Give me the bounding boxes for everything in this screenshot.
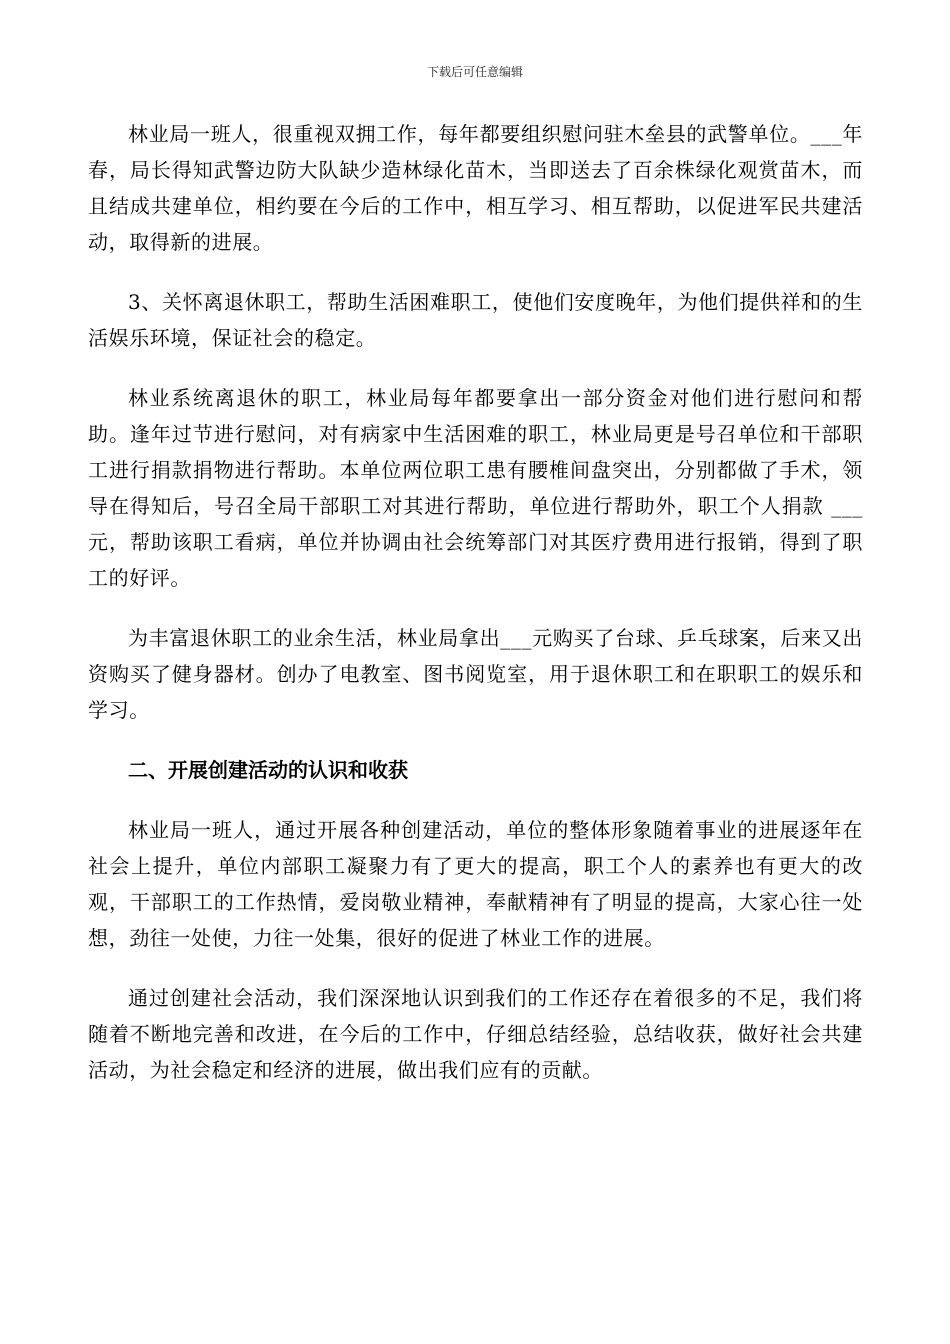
paragraph-achievements: 林业局一班人，通过开展各种创建活动，单位的整体形象随着事业的进展逐年在社会上提升，单位内部职工凝聚力有了更大的提高，职工个人的素养也有更大的改观，干部职工的工作热情，爱岗敬业精神，奉献精神有了明显的提高，大家心往一处想，劲往一处使，力往一处集，很好的促进了林业工作的进展。 [88,818,863,950]
page-header-label: 下载后可任意编辑 [426,65,523,79]
paragraph-conclusion: 通过创建社会活动，我们深深地认识到我们的工作还存在着很多的不足，我们将随着不断地完善和改进，在今后的工作中，仔细总结经验，总结收获，做好社会共建活动，为社会稳定和经济的进展，做出我们应有的贡献。 [88,986,863,1082]
document-body [88,116,863,1112]
paragraph-retiree-recreation: 为丰富退休职工的业余生活，林业局拿出___元购买了台球、乒乓球案，后来又出资购买了健身器材。创办了电教室、图书阅览室，用于退休职工和在职职工的娱乐和学习。 [88,626,863,722]
paragraph-retiree-care-item: 3、关怀离退休职工，帮助生活困难职工，使他们安度晚年，为他们提供祥和的生活娱乐环境，保证社会的稳定。 [88,290,863,350]
paragraph-retiree-assistance: 林业系统离退休的职工，林业局每年都要拿出一部分资金对他们进行慰问和帮助。逢年过节进行慰问，对有病家中生活困难的职工，林业局更是号召单位和干部职工进行捐款捐物进行帮助。本单位两位职工患有腰椎间盘突出，分别都做了手术，领导在得知后，号召全局干部职工对其进行帮助，单位进行帮助外，职工个人捐款 ___元，帮助该职工看病，单位并协调由社会统筹部门对其医疗费用进行报销，得到了职工的好评。 [88,386,863,590]
section-heading: 二、开展创建活动的认识和收获 [128,758,408,782]
paragraph-military-support: 林业局一班人，很重视双拥工作，每年都要组织慰问驻木垒县的武警单位。___年春，局长得知武警边防大队缺少造林绿化苗木，当即送去了百余株绿化观赏苗木，而且结成共建单位，相约要在今后的工作中，相互学习、相互帮助，以促进军民共建活动，取得新的进展。 [88,122,863,254]
